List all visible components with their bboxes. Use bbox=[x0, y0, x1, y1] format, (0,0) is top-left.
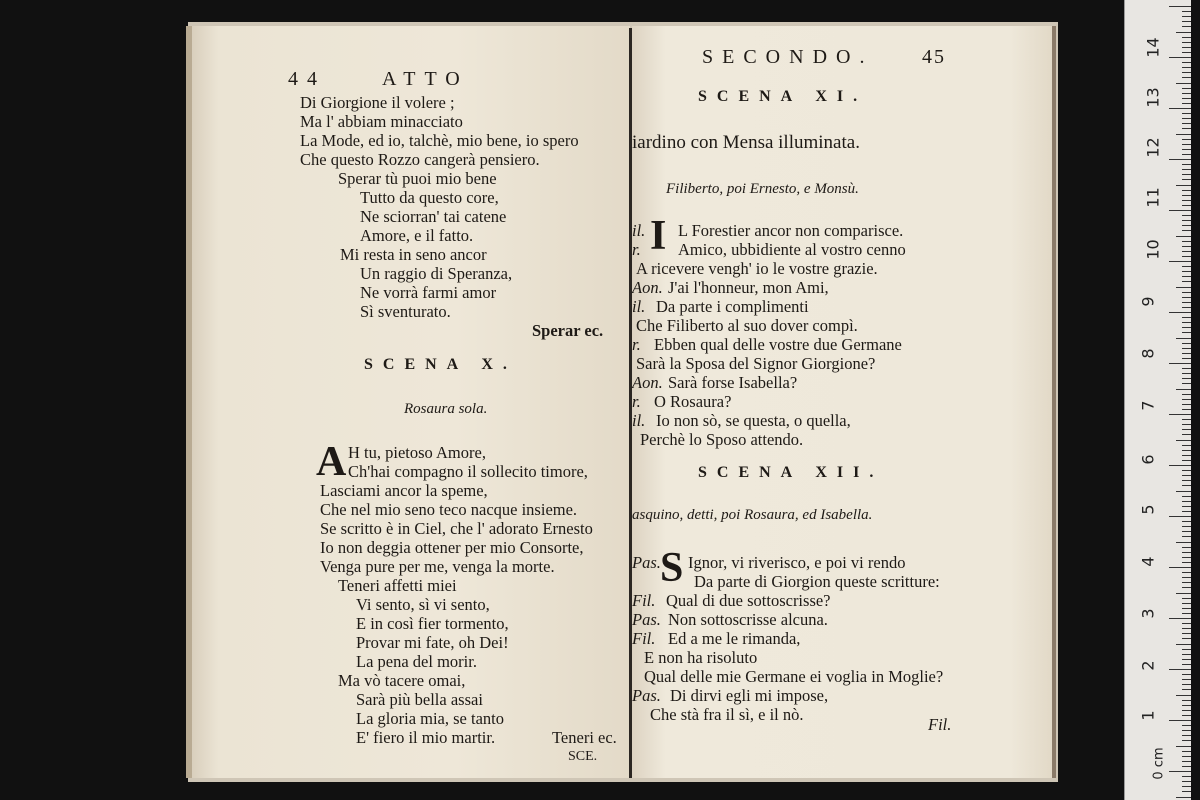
ruler-tick bbox=[1182, 761, 1191, 762]
speaker-label: Fil. bbox=[632, 629, 656, 648]
scene-title: SCENA X. bbox=[364, 356, 517, 373]
verse-line: Ma l' abbiam minacciato bbox=[300, 112, 463, 131]
ruler-tick bbox=[1182, 475, 1191, 476]
ruler-tick bbox=[1182, 419, 1191, 420]
ruler-tick bbox=[1182, 429, 1191, 430]
ruler-tick bbox=[1169, 210, 1191, 211]
dialogue-line: O Rosaura? bbox=[654, 392, 732, 411]
ruler-tick bbox=[1169, 669, 1191, 670]
ruler-tick bbox=[1182, 123, 1191, 124]
ruler-number: 2 bbox=[1138, 660, 1158, 671]
ruler-tick bbox=[1182, 42, 1191, 43]
ruler-tick bbox=[1182, 276, 1191, 277]
scene-setting: iardino con Mensa illuminata. bbox=[632, 132, 860, 153]
speaker-label: Aon. bbox=[632, 278, 663, 297]
ruler-tick bbox=[1182, 649, 1191, 650]
scene-characters: Filiberto, poi Ernesto, e Monsù. bbox=[666, 181, 859, 197]
ruler-number: 14 bbox=[1143, 37, 1163, 58]
catchword: Fil. bbox=[928, 715, 952, 734]
ruler-tick bbox=[1182, 358, 1191, 359]
left-page bbox=[192, 26, 630, 778]
ruler-tick bbox=[1182, 598, 1191, 599]
right-page bbox=[632, 26, 1052, 778]
ruler-tick bbox=[1169, 771, 1191, 772]
speaker-label: Fil. bbox=[632, 591, 656, 610]
ruler-tick bbox=[1182, 292, 1191, 293]
text-line: H tu, pietoso Amore, bbox=[348, 443, 486, 462]
ruler-tick bbox=[1182, 266, 1191, 267]
ruler-tick bbox=[1182, 766, 1191, 767]
ruler-tick bbox=[1182, 103, 1191, 104]
dialogue-line: Qual delle mie Germane ei voglia in Moglie? bbox=[644, 667, 944, 686]
text-line: Venga pure per me, venga la morte. bbox=[320, 557, 555, 576]
ruler-tick bbox=[1182, 378, 1191, 379]
text-line: Se scritto è in Ciel, che l' adorato Ernesto bbox=[320, 519, 593, 538]
ruler-tick bbox=[1182, 21, 1191, 22]
ruler-tick bbox=[1182, 557, 1191, 558]
measurement-ruler bbox=[1124, 0, 1191, 800]
ruler-tick bbox=[1182, 88, 1191, 89]
ruler-tick bbox=[1182, 689, 1191, 690]
speaker-label: Pas. bbox=[632, 686, 661, 705]
dialogue-line: A ricevere vengh' io le vostre grazie. bbox=[636, 259, 878, 278]
text-line: Ma vò tacere omai, bbox=[338, 671, 466, 690]
ruler-tick bbox=[1182, 623, 1191, 624]
verse-line: Tutto da questo core, bbox=[360, 188, 499, 207]
ruler-tick bbox=[1182, 445, 1191, 446]
verse-line: Amore, e il fatto. bbox=[360, 226, 474, 245]
ruler-tick bbox=[1182, 587, 1191, 588]
ruler-tick bbox=[1176, 185, 1191, 186]
ruler-tick bbox=[1182, 633, 1191, 634]
ruler-tick bbox=[1182, 654, 1191, 655]
ruler-tick bbox=[1182, 37, 1191, 38]
ruler-tick bbox=[1182, 26, 1191, 27]
text-line: Vi sento, sì vi sento, bbox=[356, 595, 490, 614]
ruler-tick bbox=[1182, 128, 1191, 129]
ruler-tick bbox=[1182, 118, 1191, 119]
ruler-number: 6 bbox=[1138, 454, 1158, 465]
drop-cap: A bbox=[316, 439, 347, 485]
ruler-number: 4 bbox=[1138, 556, 1158, 567]
ruler-number: 5 bbox=[1138, 504, 1158, 515]
ruler-tick bbox=[1176, 746, 1191, 747]
verse-line: Di Giorgione il volere ; bbox=[300, 93, 455, 112]
ruler-tick bbox=[1176, 491, 1191, 492]
ruler-tick bbox=[1182, 215, 1191, 216]
speaker-label: Pas. bbox=[632, 610, 661, 629]
verse-line: Mi resta in seno ancor bbox=[340, 245, 487, 264]
ruler-tick bbox=[1176, 593, 1191, 594]
dialogue-line: Che Filiberto al suo dover compì. bbox=[636, 316, 858, 335]
ruler-number: 8 bbox=[1138, 348, 1158, 359]
ruler-tick bbox=[1182, 47, 1191, 48]
ruler-tick bbox=[1182, 373, 1191, 374]
ruler-tick bbox=[1182, 511, 1191, 512]
ruler-tick bbox=[1182, 679, 1191, 680]
ruler-tick bbox=[1182, 751, 1191, 752]
ruler-tick bbox=[1176, 338, 1191, 339]
speaker-label: r. bbox=[632, 335, 641, 354]
text-line: La gloria mia, se tanto bbox=[356, 709, 504, 728]
running-header-left: ATTO bbox=[382, 68, 469, 90]
text-line: E in così fier tormento, bbox=[356, 614, 509, 633]
ruler-tick bbox=[1182, 603, 1191, 604]
ruler-tick bbox=[1169, 465, 1191, 466]
text-line: La pena del morir. bbox=[356, 652, 477, 671]
ruler-tick bbox=[1182, 638, 1191, 639]
ruler-tick bbox=[1182, 735, 1191, 736]
scene-title: SCENA XII. bbox=[698, 464, 884, 481]
ruler-tick bbox=[1182, 67, 1191, 68]
dialogue-line: Io non sò, se questa, o quella, bbox=[656, 411, 851, 430]
ruler-tick bbox=[1182, 62, 1191, 63]
text-line: Sarà più bella assai bbox=[356, 690, 483, 709]
ruler-tick bbox=[1182, 246, 1191, 247]
ruler-tick bbox=[1182, 552, 1191, 553]
ruler-tick bbox=[1182, 572, 1191, 573]
verse-line: Sperar ec. bbox=[532, 321, 604, 340]
text-line: Io non deggia ottener per mio Consorte, bbox=[320, 538, 584, 557]
ruler-tick bbox=[1182, 608, 1191, 609]
dialogue-line: Da parte i complimenti bbox=[656, 297, 809, 316]
scene-characters: asquino, detti, poi Rosaura, ed Isabella. bbox=[632, 507, 873, 523]
verse-line: Ne sciorran' tai catene bbox=[360, 207, 507, 226]
ruler-tick bbox=[1182, 179, 1191, 180]
ruler-tick bbox=[1182, 332, 1191, 333]
speaker-label: il. bbox=[632, 297, 646, 316]
ruler-tick bbox=[1182, 531, 1191, 532]
text-line: Ch'hai compagno il sollecito timore, bbox=[348, 462, 588, 481]
ruler-tick bbox=[1182, 205, 1191, 206]
ruler-tick bbox=[1182, 190, 1191, 191]
verse-line: Ne vorrà farmi amor bbox=[360, 283, 497, 302]
ruler-tick bbox=[1182, 322, 1191, 323]
ruler-tick bbox=[1182, 271, 1191, 272]
ruler-tick bbox=[1182, 220, 1191, 221]
dialogue-line: E non ha risoluto bbox=[644, 648, 758, 667]
ruler-tick bbox=[1182, 700, 1191, 701]
ruler-tick bbox=[1182, 547, 1191, 548]
text-line: Che nel mio seno teco nacque insieme. bbox=[320, 500, 578, 519]
ruler-tick bbox=[1182, 256, 1191, 257]
ruler-tick bbox=[1182, 144, 1191, 145]
ruler-tick bbox=[1182, 628, 1191, 629]
ruler-tick bbox=[1182, 409, 1191, 410]
text-line: Lasciami ancor la speme, bbox=[320, 481, 488, 500]
ruler-tick bbox=[1176, 236, 1191, 237]
ruler-tick bbox=[1182, 470, 1191, 471]
ruler-tick bbox=[1182, 307, 1191, 308]
ruler-tick bbox=[1182, 317, 1191, 318]
dialogue-line: Da parte di Giorgion queste scritture: bbox=[694, 572, 940, 591]
ruler-tick bbox=[1169, 720, 1191, 721]
scene-character: Rosaura sola. bbox=[404, 401, 488, 417]
ruler-tick bbox=[1176, 695, 1191, 696]
ruler-tick bbox=[1182, 506, 1191, 507]
ruler-tick bbox=[1182, 485, 1191, 486]
verse-line: Sì sventurato. bbox=[360, 302, 451, 321]
ruler-tick bbox=[1182, 710, 1191, 711]
ruler-tick bbox=[1182, 786, 1191, 787]
ruler-tick bbox=[1182, 113, 1191, 114]
ruler-tick bbox=[1182, 343, 1191, 344]
ruler-tick bbox=[1169, 618, 1191, 619]
ruler-tick bbox=[1176, 287, 1191, 288]
speaker-label: Pas. bbox=[632, 553, 661, 572]
ruler-tick bbox=[1169, 516, 1191, 517]
ruler-tick bbox=[1169, 159, 1191, 160]
ruler-tick bbox=[1182, 98, 1191, 99]
ruler-tick bbox=[1182, 664, 1191, 665]
ruler-tick bbox=[1182, 684, 1191, 685]
ruler-tick bbox=[1182, 496, 1191, 497]
ruler-tick bbox=[1182, 353, 1191, 354]
ruler-tick bbox=[1182, 613, 1191, 614]
ruler-tick bbox=[1182, 16, 1191, 17]
speaker-label: il. bbox=[632, 411, 646, 430]
speaker-label: Aon. bbox=[632, 373, 663, 392]
ruler-number: 10 bbox=[1143, 239, 1163, 260]
dialogue-line: Ed a me le rimanda, bbox=[668, 629, 801, 648]
ruler-tick bbox=[1182, 577, 1191, 578]
ruler-tick bbox=[1182, 368, 1191, 369]
running-header-right: SECONDO. bbox=[702, 46, 874, 68]
text-line: Teneri affetti miei bbox=[338, 576, 457, 595]
ruler-tick bbox=[1182, 674, 1191, 675]
ruler-tick bbox=[1169, 261, 1191, 262]
ruler-tick bbox=[1182, 52, 1191, 53]
ruler-tick bbox=[1169, 57, 1191, 58]
ruler-tick bbox=[1169, 363, 1191, 364]
ruler-tick bbox=[1182, 399, 1191, 400]
ruler-tick bbox=[1182, 195, 1191, 196]
dialogue-line: Di dirvi egli mi impose, bbox=[670, 686, 829, 705]
dialogue-line: Ignor, vi riverisco, e poi vi rendo bbox=[688, 553, 906, 572]
dialogue-line: Amico, ubbidiente al vostro cenno bbox=[678, 240, 906, 259]
ruler-tick bbox=[1182, 77, 1191, 78]
dialogue-line: Qual di due sottoscrisse? bbox=[666, 591, 831, 610]
dialogue-line: Perchè lo Sposo attendo. bbox=[640, 430, 804, 449]
ruler-tick bbox=[1182, 11, 1191, 12]
ruler-tick bbox=[1182, 169, 1191, 170]
text-line: Provar mi fate, oh Dei! bbox=[356, 633, 509, 652]
verse-line: Un raggio di Speranza, bbox=[360, 264, 513, 283]
ruler-tick bbox=[1182, 72, 1191, 73]
speaker-label: il. bbox=[632, 221, 646, 240]
ruler-tick bbox=[1182, 536, 1191, 537]
verse-line: Che questo Rozzo cangerà pensiero. bbox=[300, 150, 540, 169]
ruler-tick bbox=[1182, 781, 1191, 782]
ruler-tick bbox=[1182, 241, 1191, 242]
speaker-label: r. bbox=[632, 392, 641, 411]
ruler-tick bbox=[1182, 659, 1191, 660]
ruler-tick bbox=[1182, 582, 1191, 583]
ruler-tick bbox=[1176, 389, 1191, 390]
ruler-tick bbox=[1176, 797, 1191, 798]
ruler-tick bbox=[1182, 348, 1191, 349]
dialogue-line: Sarà forse Isabella? bbox=[668, 373, 798, 392]
ruler-tick bbox=[1176, 134, 1191, 135]
drop-cap: I bbox=[650, 213, 667, 259]
ruler-tick bbox=[1169, 567, 1191, 568]
catchword: SCE. bbox=[568, 749, 598, 764]
text-line: E' fiero il mio martir. bbox=[356, 728, 496, 747]
ruler-tick bbox=[1182, 450, 1191, 451]
ruler-tick bbox=[1182, 740, 1191, 741]
ruler-tick bbox=[1182, 327, 1191, 328]
ruler-tick bbox=[1182, 424, 1191, 425]
ruler-tick bbox=[1182, 149, 1191, 150]
scene-title: SCENA XI. bbox=[698, 88, 868, 105]
ruler-tick bbox=[1176, 32, 1191, 33]
ruler-tick bbox=[1182, 756, 1191, 757]
ruler-tick bbox=[1182, 230, 1191, 231]
ruler-tick bbox=[1182, 480, 1191, 481]
ruler-tick bbox=[1169, 108, 1191, 109]
verse-line: Sperar tù puoi mio bene bbox=[338, 169, 497, 188]
ruler-tick bbox=[1182, 460, 1191, 461]
ruler-tick bbox=[1182, 154, 1191, 155]
ruler-tick bbox=[1182, 521, 1191, 522]
ruler-tick bbox=[1182, 730, 1191, 731]
ruler-tick bbox=[1182, 776, 1191, 777]
ruler-tick bbox=[1176, 644, 1191, 645]
ruler-tick bbox=[1182, 174, 1191, 175]
ruler-tick bbox=[1176, 542, 1191, 543]
ruler-tick bbox=[1182, 383, 1191, 384]
ruler-tick bbox=[1182, 562, 1191, 563]
page-number-right: 45 bbox=[922, 46, 946, 68]
ruler-tick bbox=[1182, 705, 1191, 706]
text-line: Teneri ec. bbox=[552, 728, 617, 747]
ruler-tick bbox=[1182, 164, 1191, 165]
dialogue-line: Ebben qual delle vostre due Germane bbox=[654, 335, 902, 354]
ruler-number: 3 bbox=[1138, 608, 1158, 619]
ruler-tick bbox=[1182, 526, 1191, 527]
ruler-tick bbox=[1182, 200, 1191, 201]
ruler-tick bbox=[1169, 6, 1191, 7]
ruler-tick bbox=[1182, 139, 1191, 140]
ruler-tick bbox=[1169, 312, 1191, 313]
page-number-left: 44 bbox=[288, 68, 326, 90]
dialogue-line: Sarà la Sposa del Signor Giorgione? bbox=[636, 354, 876, 373]
ruler-number: 11 bbox=[1143, 187, 1163, 208]
ruler-number: 0 cm bbox=[1151, 747, 1167, 780]
ruler-tick bbox=[1182, 297, 1191, 298]
ruler-number: 7 bbox=[1138, 400, 1158, 411]
ruler-tick bbox=[1182, 725, 1191, 726]
ruler-tick bbox=[1182, 302, 1191, 303]
ruler-tick bbox=[1169, 414, 1191, 415]
ruler-tick bbox=[1182, 434, 1191, 435]
ruler-tick bbox=[1182, 455, 1191, 456]
ruler-tick bbox=[1182, 225, 1191, 226]
ruler-number: 13 bbox=[1143, 87, 1163, 108]
ruler-tick bbox=[1182, 791, 1191, 792]
ruler-tick bbox=[1182, 251, 1191, 252]
ruler-tick bbox=[1176, 83, 1191, 84]
speaker-label: r. bbox=[632, 240, 641, 259]
ruler-tick bbox=[1182, 281, 1191, 282]
drop-cap: S bbox=[660, 545, 684, 591]
dialogue-line: J'ai l'honneur, mon Ami, bbox=[668, 278, 829, 297]
ruler-tick bbox=[1182, 715, 1191, 716]
verse-line: La Mode, ed io, talchè, mio bene, io spero bbox=[300, 131, 579, 150]
ruler-number: 9 bbox=[1138, 296, 1158, 307]
dialogue-line: L Forestier ancor non comparisce. bbox=[678, 221, 904, 240]
ruler-number: 12 bbox=[1143, 137, 1163, 158]
ruler-tick bbox=[1182, 93, 1191, 94]
ruler-tick bbox=[1182, 394, 1191, 395]
ruler-tick bbox=[1182, 404, 1191, 405]
ruler-tick bbox=[1176, 440, 1191, 441]
dialogue-line: Che stà fra il sì, e il nò. bbox=[650, 705, 804, 724]
ruler-number: 1 bbox=[1138, 710, 1158, 721]
ruler-tick bbox=[1182, 501, 1191, 502]
dialogue-line: Non sottoscrisse alcuna. bbox=[668, 610, 828, 629]
